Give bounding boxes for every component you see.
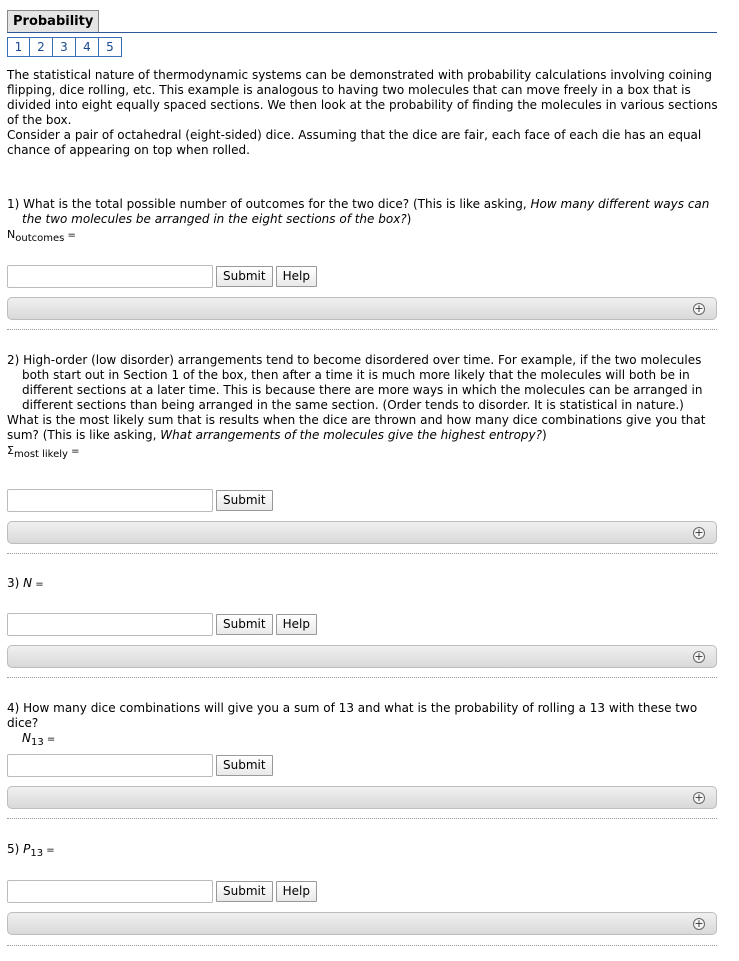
question-4-answer-row	[7, 753, 273, 777]
page-title: Probability	[7, 10, 99, 33]
question-2-prompt: What is the most likely sum that is results when the dice are thrown and how many dice combinations give you that sum? (This is like asking, What arrangements of the molecules give the highest entropy?)	[7, 413, 706, 442]
pager-item-5[interactable]: 5	[98, 37, 122, 57]
question-1-separator	[7, 329, 717, 330]
intro-text	[7, 68, 719, 158]
question-5	[7, 842, 719, 861]
intro-paragraph-1: The statistical nature of thermodynamic systems can be demonstrated with probability calculations involving coining flipping, dice rolling, etc. This example is analogous to having two molecules that can move freely in a box that is divided into eight equally spaced sections. We then look at the probability of finding the molecules in various sections of the box.	[7, 68, 718, 127]
pager-item-1[interactable]: 1	[7, 37, 30, 57]
question-4-answer-input[interactable]	[7, 754, 213, 777]
question-1-text: 1) What is the total possible number of outcomes for the two dice? (This is like asking, How many different ways can the two molecules be arranged in the eight sections of the box?)	[7, 197, 710, 226]
question-4-label: $N_{13}$ =	[22, 731, 56, 748]
question-2-feedback-bar[interactable]	[7, 521, 717, 544]
question-1-submit-button[interactable]: Submit	[216, 266, 273, 287]
plus-circle-icon[interactable]: +	[694, 917, 704, 930]
plus-circle-icon[interactable]: +	[694, 791, 704, 804]
part-pager	[7, 37, 717, 57]
question-3-separator	[7, 677, 717, 678]
question-2-separator	[7, 553, 717, 554]
plus-circle-icon[interactable]: +	[694, 650, 704, 663]
title-divider	[7, 32, 717, 33]
question-4-separator	[7, 818, 717, 819]
question-5-help-button[interactable]: Help	[276, 881, 317, 902]
question-4-feedback-bar[interactable]	[7, 786, 717, 809]
question-3-feedback-bar[interactable]	[7, 645, 717, 668]
question-5-separator	[7, 945, 717, 946]
question-2	[7, 353, 719, 462]
question-4	[7, 701, 719, 750]
plus-circle-icon[interactable]: +	[694, 526, 704, 539]
question-3-label: 3) N =	[7, 576, 44, 590]
question-2-submit-button[interactable]: Submit	[216, 490, 273, 511]
question-4-text: 4) How many dice combinations will give you a sum of 13 and what is the probability of rolling a 13 with these two dice?	[7, 701, 698, 730]
question-3-answer-row	[7, 612, 317, 636]
question-3-submit-button[interactable]: Submit	[216, 614, 273, 635]
question-2-label: $\Sigma_{most likely}$ =	[7, 444, 80, 460]
question-5-label: 5) $P_{13}$ =	[7, 842, 55, 859]
pager-item-4[interactable]: 4	[75, 37, 99, 57]
question-5-submit-button[interactable]: Submit	[216, 881, 273, 902]
pager-item-3[interactable]: 3	[52, 37, 76, 57]
question-1-answer-row	[7, 264, 317, 288]
question-1-label: $N_{outcomes}$ =	[7, 228, 76, 244]
question-2-text: 2) High-order (low disorder) arrangements tend to become disordered over time. For example, if the two molecules both start out in Section 1 of the box, then after a time it is much more likely that the molecules will both be in different sections at a later time. This is because there are more ways in which the molecules can be arranged in different sections than being arranged in the same section. (Order tends to disorder. It is statistical in nature.)	[7, 353, 703, 412]
question-1	[7, 197, 719, 246]
question-1-answer-input[interactable]	[7, 265, 213, 288]
pager-item-2[interactable]: 2	[29, 37, 53, 57]
question-3	[7, 576, 719, 592]
question-2-answer-row	[7, 488, 273, 512]
question-5-answer-row	[7, 879, 317, 903]
intro-paragraph-2: Consider a pair of octahedral (eight-sided) dice. Assuming that the dice are fair, each face of each die has an equal chance of appearing on top when rolled.	[7, 128, 702, 157]
problem-container	[7, 10, 718, 930]
question-3-help-button[interactable]: Help	[276, 614, 317, 635]
question-3-answer-input[interactable]	[7, 613, 213, 636]
question-5-feedback-bar[interactable]	[7, 912, 717, 935]
question-1-feedback-bar[interactable]	[7, 297, 717, 320]
plus-circle-icon[interactable]: +	[694, 302, 704, 315]
question-2-answer-input[interactable]	[7, 489, 213, 512]
question-1-help-button[interactable]: Help	[276, 266, 317, 287]
question-5-answer-input[interactable]	[7, 880, 213, 903]
question-4-submit-button[interactable]: Submit	[216, 755, 273, 776]
